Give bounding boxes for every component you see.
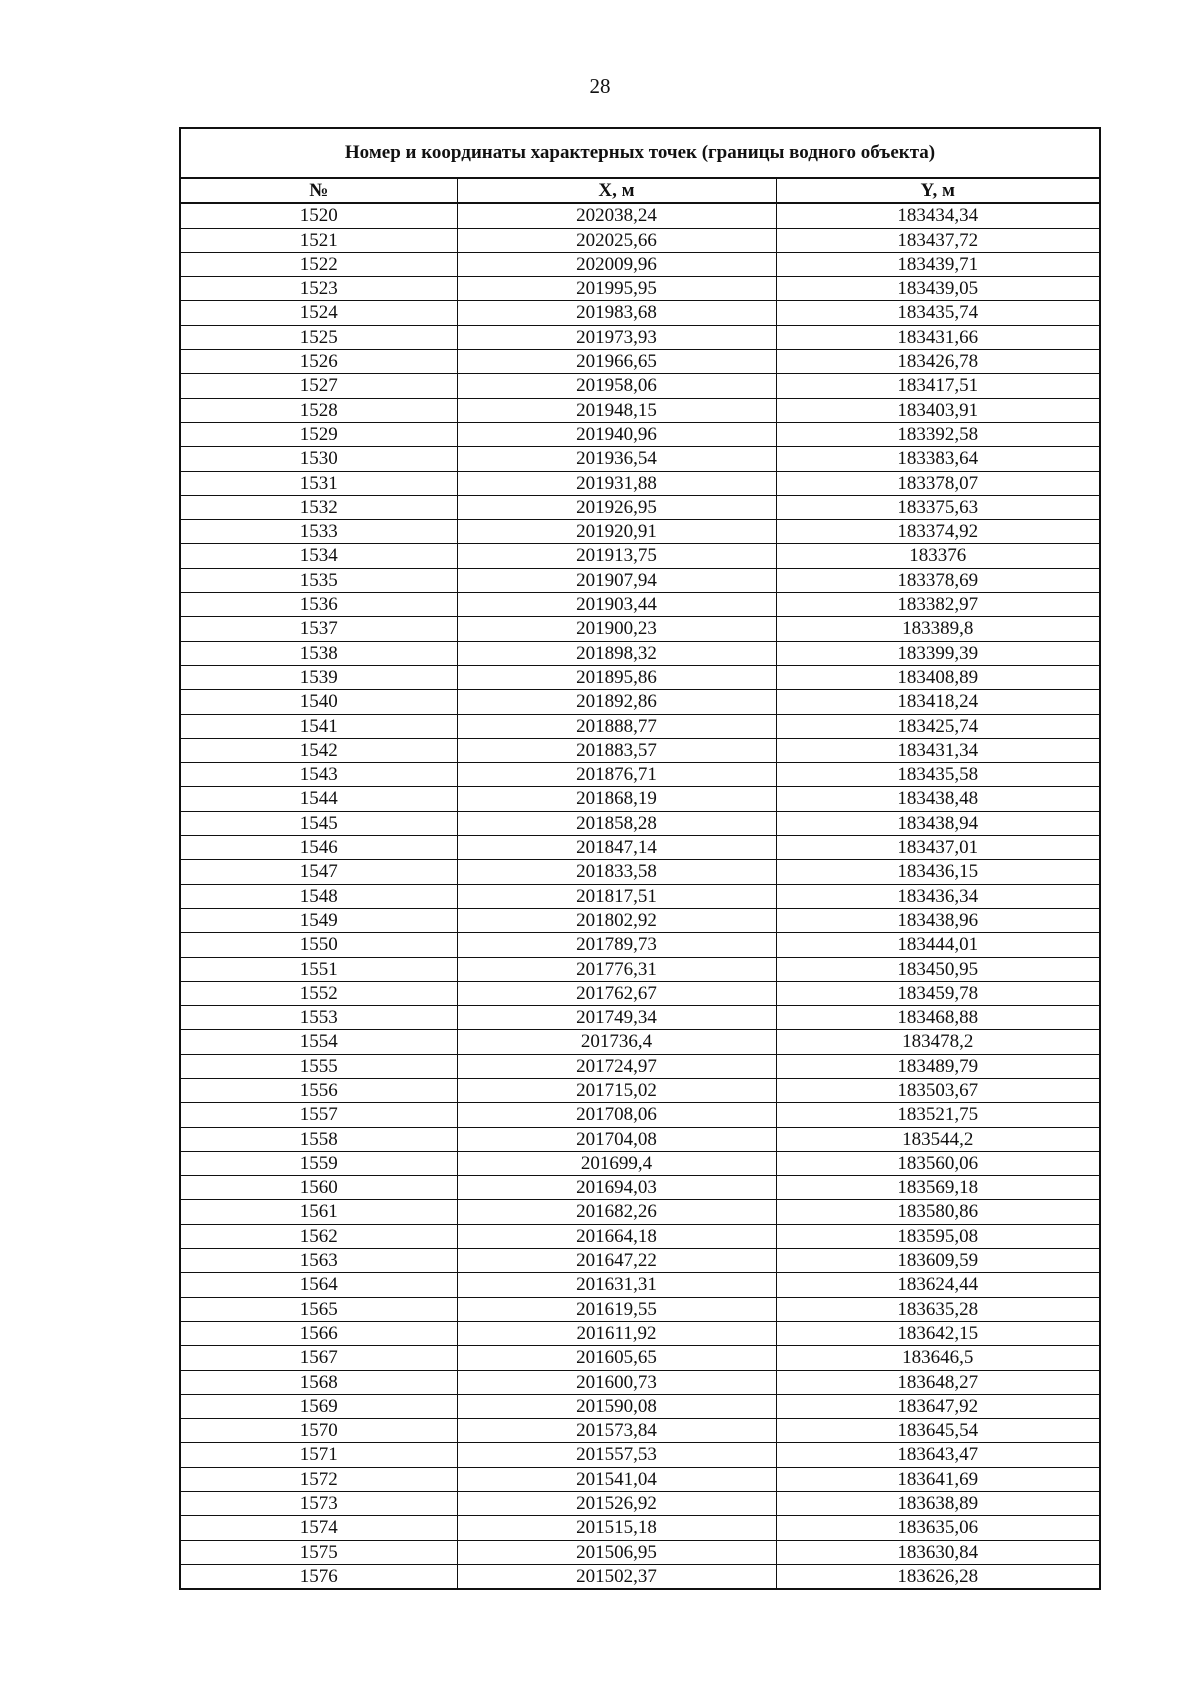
- cell-x-coordinate: 201883,57: [457, 738, 776, 762]
- cell-y-coordinate: 183503,67: [776, 1078, 1100, 1102]
- table-row: [180, 981, 1100, 1005]
- table-row: [180, 690, 1100, 714]
- table-row: [180, 1443, 1100, 1467]
- cell-y-coordinate: 183392,58: [776, 422, 1100, 446]
- cell-point-number: 1554: [180, 1030, 457, 1054]
- cell-y-coordinate: 183438,94: [776, 811, 1100, 835]
- cell-x-coordinate: 201776,31: [457, 957, 776, 981]
- cell-y-coordinate: 183439,05: [776, 277, 1100, 301]
- table-row: [180, 1394, 1100, 1418]
- cell-point-number: 1566: [180, 1321, 457, 1345]
- coordinates-table: [179, 127, 1101, 1590]
- cell-point-number: 1527: [180, 374, 457, 398]
- cell-x-coordinate: 201920,91: [457, 520, 776, 544]
- cell-y-coordinate: 183389,8: [776, 617, 1100, 641]
- cell-y-coordinate: 183459,78: [776, 981, 1100, 1005]
- table-row: [180, 1224, 1100, 1248]
- cell-x-coordinate: 202009,96: [457, 252, 776, 276]
- cell-x-coordinate: 201573,84: [457, 1419, 776, 1443]
- table-row: [180, 374, 1100, 398]
- cell-y-coordinate: 183630,84: [776, 1540, 1100, 1564]
- table-row: [180, 836, 1100, 860]
- cell-y-coordinate: 183444,01: [776, 933, 1100, 957]
- cell-y-coordinate: 183647,92: [776, 1394, 1100, 1418]
- cell-x-coordinate: 201926,95: [457, 495, 776, 519]
- table-row: [180, 1467, 1100, 1491]
- cell-point-number: 1534: [180, 544, 457, 568]
- cell-y-coordinate: 183521,75: [776, 1103, 1100, 1127]
- table-row: [180, 495, 1100, 519]
- cell-x-coordinate: 201605,65: [457, 1346, 776, 1370]
- table-row: [180, 203, 1100, 228]
- cell-x-coordinate: 201647,22: [457, 1249, 776, 1273]
- cell-point-number: 1553: [180, 1006, 457, 1030]
- cell-x-coordinate: 201699,4: [457, 1151, 776, 1175]
- cell-y-coordinate: 183648,27: [776, 1370, 1100, 1394]
- cell-point-number: 1537: [180, 617, 457, 641]
- table-row: [180, 252, 1100, 276]
- cell-y-coordinate: 183489,79: [776, 1054, 1100, 1078]
- cell-point-number: 1536: [180, 593, 457, 617]
- cell-x-coordinate: 201833,58: [457, 860, 776, 884]
- cell-y-coordinate: 183417,51: [776, 374, 1100, 398]
- cell-y-coordinate: 183645,54: [776, 1419, 1100, 1443]
- cell-point-number: 1520: [180, 203, 457, 228]
- cell-point-number: 1573: [180, 1492, 457, 1516]
- table-row: [180, 1516, 1100, 1540]
- table-row: [180, 1127, 1100, 1151]
- cell-point-number: 1551: [180, 957, 457, 981]
- cell-point-number: 1540: [180, 690, 457, 714]
- cell-point-number: 1572: [180, 1467, 457, 1491]
- cell-point-number: 1535: [180, 568, 457, 592]
- cell-x-coordinate: 201749,34: [457, 1006, 776, 1030]
- table-row: [180, 1030, 1100, 1054]
- table-row: [180, 1103, 1100, 1127]
- cell-y-coordinate: 183646,5: [776, 1346, 1100, 1370]
- cell-y-coordinate: 183436,15: [776, 860, 1100, 884]
- table-row: [180, 1273, 1100, 1297]
- table-row: [180, 568, 1100, 592]
- table-row: [180, 520, 1100, 544]
- table-row: [180, 763, 1100, 787]
- cell-point-number: 1550: [180, 933, 457, 957]
- cell-x-coordinate: 201892,86: [457, 690, 776, 714]
- cell-x-coordinate: 201931,88: [457, 471, 776, 495]
- cell-x-coordinate: 201900,23: [457, 617, 776, 641]
- cell-x-coordinate: 201631,31: [457, 1273, 776, 1297]
- table-row: [180, 1564, 1100, 1589]
- table-row: [180, 811, 1100, 835]
- cell-x-coordinate: 201958,06: [457, 374, 776, 398]
- cell-point-number: 1546: [180, 836, 457, 860]
- column-header-x: X, м: [457, 178, 776, 203]
- cell-y-coordinate: 183399,39: [776, 641, 1100, 665]
- cell-point-number: 1532: [180, 495, 457, 519]
- cell-point-number: 1570: [180, 1419, 457, 1443]
- cell-x-coordinate: 201876,71: [457, 763, 776, 787]
- cell-point-number: 1564: [180, 1273, 457, 1297]
- cell-point-number: 1555: [180, 1054, 457, 1078]
- cell-point-number: 1560: [180, 1176, 457, 1200]
- cell-x-coordinate: 201802,92: [457, 908, 776, 932]
- cell-y-coordinate: 183408,89: [776, 665, 1100, 689]
- cell-y-coordinate: 183641,69: [776, 1467, 1100, 1491]
- cell-point-number: 1539: [180, 665, 457, 689]
- table-row: [180, 714, 1100, 738]
- cell-x-coordinate: 201611,92: [457, 1321, 776, 1345]
- table-row: [180, 471, 1100, 495]
- cell-point-number: 1561: [180, 1200, 457, 1224]
- cell-point-number: 1541: [180, 714, 457, 738]
- table-row: [180, 398, 1100, 422]
- table-row: [180, 641, 1100, 665]
- cell-x-coordinate: 201973,93: [457, 325, 776, 349]
- cell-x-coordinate: 201715,02: [457, 1078, 776, 1102]
- table-row: [180, 1006, 1100, 1030]
- table-row: [180, 860, 1100, 884]
- cell-point-number: 1567: [180, 1346, 457, 1370]
- cell-x-coordinate: 201936,54: [457, 447, 776, 471]
- cell-y-coordinate: 183426,78: [776, 350, 1100, 374]
- table-body: [180, 203, 1100, 1589]
- table-title-row: [180, 128, 1100, 178]
- table-row: [180, 1297, 1100, 1321]
- table-row: [180, 1370, 1100, 1394]
- cell-x-coordinate: 201966,65: [457, 350, 776, 374]
- cell-y-coordinate: 183431,66: [776, 325, 1100, 349]
- cell-y-coordinate: 183435,74: [776, 301, 1100, 325]
- cell-point-number: 1533: [180, 520, 457, 544]
- table-row: [180, 1078, 1100, 1102]
- table-row: [180, 738, 1100, 762]
- cell-y-coordinate: 183609,59: [776, 1249, 1100, 1273]
- table-row: [180, 447, 1100, 471]
- cell-point-number: 1531: [180, 471, 457, 495]
- cell-point-number: 1525: [180, 325, 457, 349]
- column-header-y: Y, м: [776, 178, 1100, 203]
- cell-x-coordinate: 201940,96: [457, 422, 776, 446]
- cell-point-number: 1529: [180, 422, 457, 446]
- cell-point-number: 1548: [180, 884, 457, 908]
- cell-x-coordinate: 201888,77: [457, 714, 776, 738]
- cell-point-number: 1558: [180, 1127, 457, 1151]
- cell-x-coordinate: 201868,19: [457, 787, 776, 811]
- table-row: [180, 908, 1100, 932]
- table-row: [180, 1249, 1100, 1273]
- cell-x-coordinate: 201913,75: [457, 544, 776, 568]
- cell-x-coordinate: 201736,4: [457, 1030, 776, 1054]
- cell-x-coordinate: 201789,73: [457, 933, 776, 957]
- cell-y-coordinate: 183468,88: [776, 1006, 1100, 1030]
- table-row: [180, 422, 1100, 446]
- cell-y-coordinate: 183436,34: [776, 884, 1100, 908]
- cell-x-coordinate: 201502,37: [457, 1564, 776, 1589]
- cell-point-number: 1545: [180, 811, 457, 835]
- cell-y-coordinate: 183376: [776, 544, 1100, 568]
- cell-x-coordinate: 201541,04: [457, 1467, 776, 1491]
- cell-x-coordinate: 201858,28: [457, 811, 776, 835]
- cell-x-coordinate: 201948,15: [457, 398, 776, 422]
- cell-point-number: 1552: [180, 981, 457, 1005]
- cell-point-number: 1528: [180, 398, 457, 422]
- cell-point-number: 1530: [180, 447, 457, 471]
- cell-x-coordinate: 201903,44: [457, 593, 776, 617]
- cell-point-number: 1563: [180, 1249, 457, 1273]
- cell-x-coordinate: 201724,97: [457, 1054, 776, 1078]
- cell-x-coordinate: 201682,26: [457, 1200, 776, 1224]
- table-row: [180, 1321, 1100, 1345]
- cell-y-coordinate: 183378,69: [776, 568, 1100, 592]
- table-header-row: [180, 178, 1100, 203]
- cell-point-number: 1543: [180, 763, 457, 787]
- cell-point-number: 1523: [180, 277, 457, 301]
- table-row: [180, 1200, 1100, 1224]
- cell-x-coordinate: 201515,18: [457, 1516, 776, 1540]
- cell-point-number: 1549: [180, 908, 457, 932]
- cell-y-coordinate: 183437,01: [776, 836, 1100, 860]
- cell-x-coordinate: 201526,92: [457, 1492, 776, 1516]
- cell-y-coordinate: 183403,91: [776, 398, 1100, 422]
- table-row: [180, 1151, 1100, 1175]
- cell-point-number: 1542: [180, 738, 457, 762]
- cell-y-coordinate: 183595,08: [776, 1224, 1100, 1248]
- cell-point-number: 1547: [180, 860, 457, 884]
- cell-y-coordinate: 183638,89: [776, 1492, 1100, 1516]
- cell-point-number: 1559: [180, 1151, 457, 1175]
- table-row: [180, 787, 1100, 811]
- cell-y-coordinate: 183375,63: [776, 495, 1100, 519]
- cell-y-coordinate: 183425,74: [776, 714, 1100, 738]
- cell-x-coordinate: 201898,32: [457, 641, 776, 665]
- table-row: [180, 228, 1100, 252]
- table-row: [180, 1346, 1100, 1370]
- cell-y-coordinate: 183437,72: [776, 228, 1100, 252]
- table-row: [180, 1540, 1100, 1564]
- cell-x-coordinate: 201506,95: [457, 1540, 776, 1564]
- cell-point-number: 1571: [180, 1443, 457, 1467]
- cell-x-coordinate: 201983,68: [457, 301, 776, 325]
- cell-x-coordinate: 201600,73: [457, 1370, 776, 1394]
- column-header-number: №: [180, 178, 457, 203]
- cell-point-number: 1538: [180, 641, 457, 665]
- cell-point-number: 1565: [180, 1297, 457, 1321]
- cell-y-coordinate: 183580,86: [776, 1200, 1100, 1224]
- cell-y-coordinate: 183374,92: [776, 520, 1100, 544]
- cell-point-number: 1524: [180, 301, 457, 325]
- cell-point-number: 1575: [180, 1540, 457, 1564]
- table-row: [180, 1176, 1100, 1200]
- table-row: [180, 1419, 1100, 1443]
- cell-x-coordinate: 201694,03: [457, 1176, 776, 1200]
- cell-x-coordinate: 202025,66: [457, 228, 776, 252]
- cell-point-number: 1557: [180, 1103, 457, 1127]
- cell-y-coordinate: 183431,34: [776, 738, 1100, 762]
- table-row: [180, 1492, 1100, 1516]
- cell-x-coordinate: 202038,24: [457, 203, 776, 228]
- cell-x-coordinate: 201557,53: [457, 1443, 776, 1467]
- cell-y-coordinate: 183635,06: [776, 1516, 1100, 1540]
- cell-y-coordinate: 183435,58: [776, 763, 1100, 787]
- cell-y-coordinate: 183434,34: [776, 203, 1100, 228]
- cell-x-coordinate: 201704,08: [457, 1127, 776, 1151]
- table-row: [180, 277, 1100, 301]
- cell-y-coordinate: 183569,18: [776, 1176, 1100, 1200]
- cell-y-coordinate: 183643,47: [776, 1443, 1100, 1467]
- table-title: Номер и координаты характерных точек (границы водного объекта): [180, 128, 1100, 178]
- cell-y-coordinate: 183642,15: [776, 1321, 1100, 1345]
- cell-y-coordinate: 183450,95: [776, 957, 1100, 981]
- cell-y-coordinate: 183624,44: [776, 1273, 1100, 1297]
- cell-point-number: 1574: [180, 1516, 457, 1540]
- cell-y-coordinate: 183438,48: [776, 787, 1100, 811]
- cell-y-coordinate: 183626,28: [776, 1564, 1100, 1589]
- cell-x-coordinate: 201817,51: [457, 884, 776, 908]
- cell-y-coordinate: 183635,28: [776, 1297, 1100, 1321]
- cell-x-coordinate: 201708,06: [457, 1103, 776, 1127]
- table-row: [180, 665, 1100, 689]
- cell-x-coordinate: 201664,18: [457, 1224, 776, 1248]
- cell-point-number: 1576: [180, 1564, 457, 1589]
- table-row: [180, 884, 1100, 908]
- table-row: [180, 325, 1100, 349]
- cell-y-coordinate: 183378,07: [776, 471, 1100, 495]
- cell-point-number: 1522: [180, 252, 457, 276]
- cell-y-coordinate: 183438,96: [776, 908, 1100, 932]
- cell-x-coordinate: 201995,95: [457, 277, 776, 301]
- cell-point-number: 1544: [180, 787, 457, 811]
- cell-x-coordinate: 201847,14: [457, 836, 776, 860]
- table-row: [180, 1054, 1100, 1078]
- table-row: [180, 301, 1100, 325]
- cell-x-coordinate: 201907,94: [457, 568, 776, 592]
- cell-x-coordinate: 201762,67: [457, 981, 776, 1005]
- cell-point-number: 1569: [180, 1394, 457, 1418]
- cell-y-coordinate: 183382,97: [776, 593, 1100, 617]
- cell-y-coordinate: 183544,2: [776, 1127, 1100, 1151]
- table-row: [180, 544, 1100, 568]
- cell-point-number: 1526: [180, 350, 457, 374]
- cell-y-coordinate: 183478,2: [776, 1030, 1100, 1054]
- cell-x-coordinate: 201895,86: [457, 665, 776, 689]
- cell-y-coordinate: 183418,24: [776, 690, 1100, 714]
- cell-point-number: 1568: [180, 1370, 457, 1394]
- table-row: [180, 617, 1100, 641]
- table-row: [180, 957, 1100, 981]
- cell-point-number: 1521: [180, 228, 457, 252]
- cell-x-coordinate: 201590,08: [457, 1394, 776, 1418]
- table-row: [180, 593, 1100, 617]
- table-row: [180, 350, 1100, 374]
- cell-point-number: 1556: [180, 1078, 457, 1102]
- cell-point-number: 1562: [180, 1224, 457, 1248]
- cell-y-coordinate: 183439,71: [776, 252, 1100, 276]
- cell-x-coordinate: 201619,55: [457, 1297, 776, 1321]
- table-row: [180, 933, 1100, 957]
- page-number: 28: [589, 74, 611, 98]
- cell-y-coordinate: 183560,06: [776, 1151, 1100, 1175]
- cell-y-coordinate: 183383,64: [776, 447, 1100, 471]
